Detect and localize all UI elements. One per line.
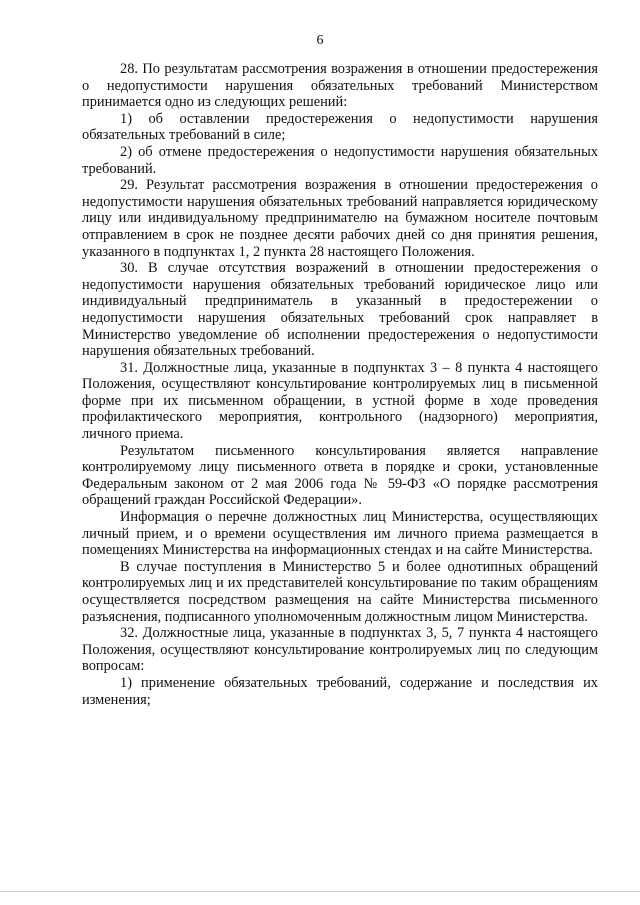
paragraph-32-item-1: 1) применение обязательных требований, содержание и последствия их изменения; xyxy=(82,674,598,708)
paragraph-31: 31. Должностные лица, указанные в подпунктах 3 – 8 пункта 4 настоящего Положения, осуществляют консультирование контролируемых лиц в письменной форме при их письменном обращении, в устной форме в ходе проведения профилактического мероприятия, контрольного (надзорного) мероприятия, личного приема. xyxy=(82,359,598,443)
paragraph-31-bulk: В случае поступления в Министерство 5 и более однотипных обращений контролируемых лиц и их представителей консультирование по таким обращениям осуществляется посредством размещения на сайте Министерства письменного разъяснения, подписанного уполномоченным должностным лицом Министерства. xyxy=(82,558,598,625)
paragraph-31-result: Результатом письменного консультирования является направление контролируемому лицу письменного ответа в порядке и сроки, установленные Федеральным законом от 2 мая 2006 года № 59-ФЗ «О порядке рассмотрения обращений граждан Российской Федерации». xyxy=(82,442,598,509)
document-body xyxy=(82,61,598,708)
page-bottom-edge xyxy=(0,891,640,892)
paragraph-32: 32. Должностные лица, указанные в подпунктах 3, 5, 7 пункта 4 настоящего Положения, осуществляют консультирование контролируемых лиц по следующим вопросам: xyxy=(82,625,598,675)
paragraph-31-info: Информация о перечне должностных лиц Министерства, осуществляющих личный прием, и о времени осуществления им личного приема размещается в помещениях Министерства на информационных стендах и на сайте Министерства. xyxy=(82,509,598,559)
paragraph-28-item-1: 1) об оставлении предостережения о недопустимости нарушения обязательных требований в силе; xyxy=(82,110,598,144)
paragraph-28: 28. По результатам рассмотрения возражения в отношении предостережения о недопустимости нарушения обязательных требований Министерством принимается одно из следующих решений: xyxy=(82,61,598,111)
page-number: 6 xyxy=(316,33,324,48)
paragraph-30: 30. В случае отсутствия возражений в отношении предостережения о недопустимости нарушения обязательных требований юридическое лицо или индивидуальный предприниматель в указанный в предостережении о недопустимости нарушения обязательных требований срок направляет в Министерство уведомление об исполнении предостережения о недопустимости нарушения обязательных требований. xyxy=(82,260,598,360)
paragraph-29: 29. Результат рассмотрения возражения в отношении предостережения о недопустимости нарушения обязательных требований направляется юридическому лицу или индивидуальному предпринимателю на бумажном носителе почтовым отправлением в срок не позднее десяти рабочих дней со дня принятия решения, указанного в подпунктах 1, 2 пункта 28 настоящего Положения. xyxy=(82,177,598,260)
paragraph-28-item-2: 2) об отмене предостережения о недопустимости нарушения обязательных требований. xyxy=(82,143,598,177)
